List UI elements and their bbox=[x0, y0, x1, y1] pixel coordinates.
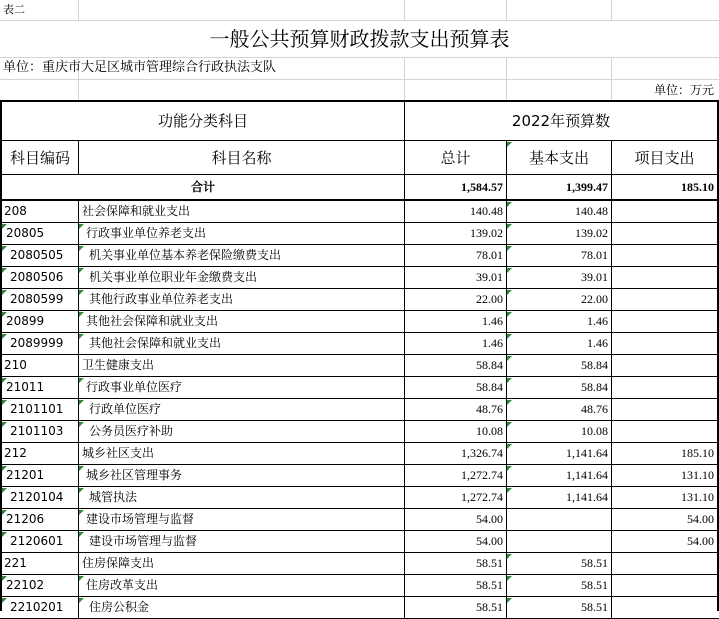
row-name: 行政单位医疗 bbox=[89, 402, 162, 416]
row-code: 221 bbox=[4, 556, 27, 570]
row-name: 城管执法 bbox=[89, 490, 138, 504]
table-column-border bbox=[611, 552, 612, 574]
row-name: 城乡社区支出 bbox=[82, 446, 155, 460]
table-column-border bbox=[611, 596, 612, 618]
comment-marker-icon bbox=[2, 422, 7, 427]
table-column-border bbox=[78, 442, 79, 464]
row-code: 2080505 bbox=[10, 248, 64, 262]
row-total: 58.51 bbox=[476, 600, 503, 614]
row-name: 城乡社区管理事务 bbox=[86, 468, 183, 482]
gridline bbox=[404, 0, 405, 20]
row-project: 54.00 bbox=[687, 534, 714, 548]
row-basic: 1,141.64 bbox=[566, 468, 608, 482]
total-row-basic: 1,399.47 bbox=[566, 180, 608, 194]
row-code: 22102 bbox=[6, 578, 45, 592]
row-basic: 39.01 bbox=[581, 270, 608, 284]
gridline bbox=[404, 57, 405, 101]
row-name: 机关事业单位职业年金缴费支出 bbox=[89, 270, 258, 284]
header-total: 总计 bbox=[440, 149, 471, 167]
row-name: 卫生健康支出 bbox=[82, 358, 155, 372]
organization-unit: 单位：重庆市大足区城市管理综合行政执法支队 bbox=[3, 60, 277, 75]
row-code: 208 bbox=[4, 204, 27, 218]
comment-marker-icon bbox=[79, 422, 84, 427]
row-basic: 140.48 bbox=[575, 204, 608, 218]
header-budget-year: 2022年预算数 bbox=[511, 112, 611, 130]
row-name: 行政事业单位养老支出 bbox=[86, 226, 207, 240]
comment-marker-icon bbox=[507, 142, 512, 147]
comment-marker-icon bbox=[2, 268, 7, 273]
page-title: 一般公共预算财政拨款支出预算表 bbox=[209, 27, 510, 51]
row-name: 建设市场管理与监督 bbox=[86, 512, 195, 526]
comment-marker-icon bbox=[79, 466, 84, 471]
comment-marker-icon bbox=[79, 224, 84, 229]
row-name: 其他行政事业单位养老支出 bbox=[89, 292, 234, 306]
table-column-border bbox=[611, 376, 612, 398]
row-name: 其他社会保障和就业支出 bbox=[86, 314, 219, 328]
sheet-label: 表二 bbox=[3, 3, 25, 16]
header-code: 科目编码 bbox=[9, 149, 70, 167]
comment-marker-icon bbox=[2, 532, 7, 537]
comment-marker-icon bbox=[79, 532, 84, 537]
comment-marker-icon bbox=[79, 598, 84, 603]
comment-marker-icon bbox=[2, 488, 7, 493]
table-column-border bbox=[611, 310, 612, 332]
table-border bbox=[0, 100, 719, 102]
comment-marker-icon bbox=[2, 246, 7, 251]
row-name: 住房改革支出 bbox=[86, 578, 159, 592]
gridline bbox=[78, 0, 79, 20]
row-total: 39.01 bbox=[476, 270, 503, 284]
table-column-border bbox=[611, 574, 612, 596]
table-column-border bbox=[611, 244, 612, 266]
row-code: 2210201 bbox=[10, 600, 64, 614]
currency-unit: 单位：万元 bbox=[653, 83, 714, 97]
table-column-border bbox=[611, 332, 612, 354]
row-total: 1,272.74 bbox=[461, 468, 503, 482]
comment-marker-icon bbox=[79, 378, 84, 383]
row-total: 54.00 bbox=[476, 534, 503, 548]
row-basic: 1,141.64 bbox=[566, 446, 608, 460]
comment-marker-icon bbox=[79, 290, 84, 295]
comment-marker-icon bbox=[79, 510, 84, 515]
row-basic: 22.00 bbox=[581, 292, 608, 306]
comment-marker-icon bbox=[79, 334, 84, 339]
row-code: 210 bbox=[4, 358, 27, 372]
total-row-project: 185.10 bbox=[681, 180, 714, 194]
table-column-border bbox=[611, 398, 612, 420]
comment-marker-icon bbox=[79, 488, 84, 493]
row-name: 机关事业单位基本养老保险缴费支出 bbox=[89, 248, 282, 262]
table-column-border bbox=[611, 288, 612, 310]
row-code: 2080506 bbox=[10, 270, 64, 284]
row-code: 20899 bbox=[6, 314, 45, 328]
total-row-label: 合计 bbox=[190, 180, 215, 194]
comment-marker-icon bbox=[2, 334, 7, 339]
row-basic: 58.51 bbox=[581, 578, 608, 592]
row-code: 2101101 bbox=[10, 402, 64, 416]
row-total: 22.00 bbox=[476, 292, 503, 306]
row-project: 54.00 bbox=[687, 512, 714, 526]
row-name: 行政事业单位医疗 bbox=[86, 380, 183, 394]
row-total: 139.02 bbox=[470, 226, 503, 240]
row-total: 1,272.74 bbox=[461, 490, 503, 504]
comment-marker-icon bbox=[79, 312, 84, 317]
comment-marker-icon bbox=[79, 268, 84, 273]
row-code: 2080599 bbox=[10, 292, 64, 306]
gridline bbox=[506, 57, 507, 101]
total-row-total: 1,584.57 bbox=[461, 180, 503, 194]
row-project: 185.10 bbox=[681, 446, 714, 460]
row-basic: 10.08 bbox=[581, 424, 608, 438]
row-basic: 58.51 bbox=[581, 556, 608, 570]
gridline bbox=[506, 0, 507, 20]
row-basic: 1.46 bbox=[587, 314, 608, 328]
row-total: 1.46 bbox=[482, 314, 503, 328]
comment-marker-icon bbox=[79, 400, 84, 405]
row-total: 58.51 bbox=[476, 578, 503, 592]
row-total: 58.84 bbox=[476, 380, 503, 394]
row-code: 2101103 bbox=[10, 424, 64, 438]
row-code: 21206 bbox=[6, 512, 45, 526]
table-column-border bbox=[611, 222, 612, 244]
row-basic: 78.01 bbox=[581, 248, 608, 262]
row-code: 20805 bbox=[6, 226, 45, 240]
table-column-border bbox=[611, 200, 612, 222]
comment-marker-icon bbox=[2, 598, 7, 603]
table-column-border bbox=[78, 354, 79, 376]
table-column-border bbox=[611, 266, 612, 288]
row-total: 10.08 bbox=[476, 424, 503, 438]
table-column-border bbox=[78, 552, 79, 574]
table-column-border bbox=[506, 530, 507, 552]
comment-marker-icon bbox=[79, 246, 84, 251]
row-basic: 58.51 bbox=[581, 600, 608, 614]
header-category: 功能分类科目 bbox=[157, 112, 248, 130]
comment-marker-icon bbox=[79, 576, 84, 581]
row-basic: 58.84 bbox=[581, 358, 608, 372]
row-code: 2089999 bbox=[10, 336, 64, 350]
comment-marker-icon bbox=[2, 290, 7, 295]
header-name: 科目名称 bbox=[211, 149, 272, 167]
row-basic: 58.84 bbox=[581, 380, 608, 394]
gridline bbox=[0, 20, 719, 21]
row-project: 131.10 bbox=[681, 468, 714, 482]
header-project: 项目支出 bbox=[634, 149, 695, 167]
row-code: 212 bbox=[4, 446, 27, 460]
row-code: 2120104 bbox=[10, 490, 64, 504]
row-name: 公务员医疗补助 bbox=[89, 424, 174, 438]
table-column-border bbox=[611, 420, 612, 442]
gridline bbox=[611, 0, 612, 20]
row-total: 1,326.74 bbox=[461, 446, 503, 460]
row-total: 58.84 bbox=[476, 358, 503, 372]
row-name: 其他社会保障和就业支出 bbox=[89, 336, 222, 350]
row-total: 1.46 bbox=[482, 336, 503, 350]
row-basic: 139.02 bbox=[575, 226, 608, 240]
row-total: 58.51 bbox=[476, 556, 503, 570]
table-column-border bbox=[506, 508, 507, 530]
row-code: 21201 bbox=[6, 468, 45, 482]
row-basic: 1.46 bbox=[587, 336, 608, 350]
header-basic: 基本支出 bbox=[528, 149, 589, 167]
row-total: 54.00 bbox=[476, 512, 503, 526]
table-column-border bbox=[611, 354, 612, 376]
row-basic: 1,141.64 bbox=[566, 490, 608, 504]
row-total: 140.48 bbox=[470, 204, 503, 218]
row-total: 78.01 bbox=[476, 248, 503, 262]
comment-marker-icon bbox=[2, 400, 7, 405]
row-basic: 48.76 bbox=[581, 402, 608, 416]
row-name: 建设市场管理与监督 bbox=[89, 534, 198, 548]
row-total: 48.76 bbox=[476, 402, 503, 416]
row-code: 21011 bbox=[6, 380, 45, 394]
row-name: 住房公积金 bbox=[89, 600, 150, 614]
row-name: 住房保障支出 bbox=[82, 556, 155, 570]
row-project: 131.10 bbox=[681, 490, 714, 504]
row-code: 2120601 bbox=[10, 534, 64, 548]
table-column-border bbox=[78, 200, 79, 222]
row-name: 社会保障和就业支出 bbox=[82, 204, 191, 218]
